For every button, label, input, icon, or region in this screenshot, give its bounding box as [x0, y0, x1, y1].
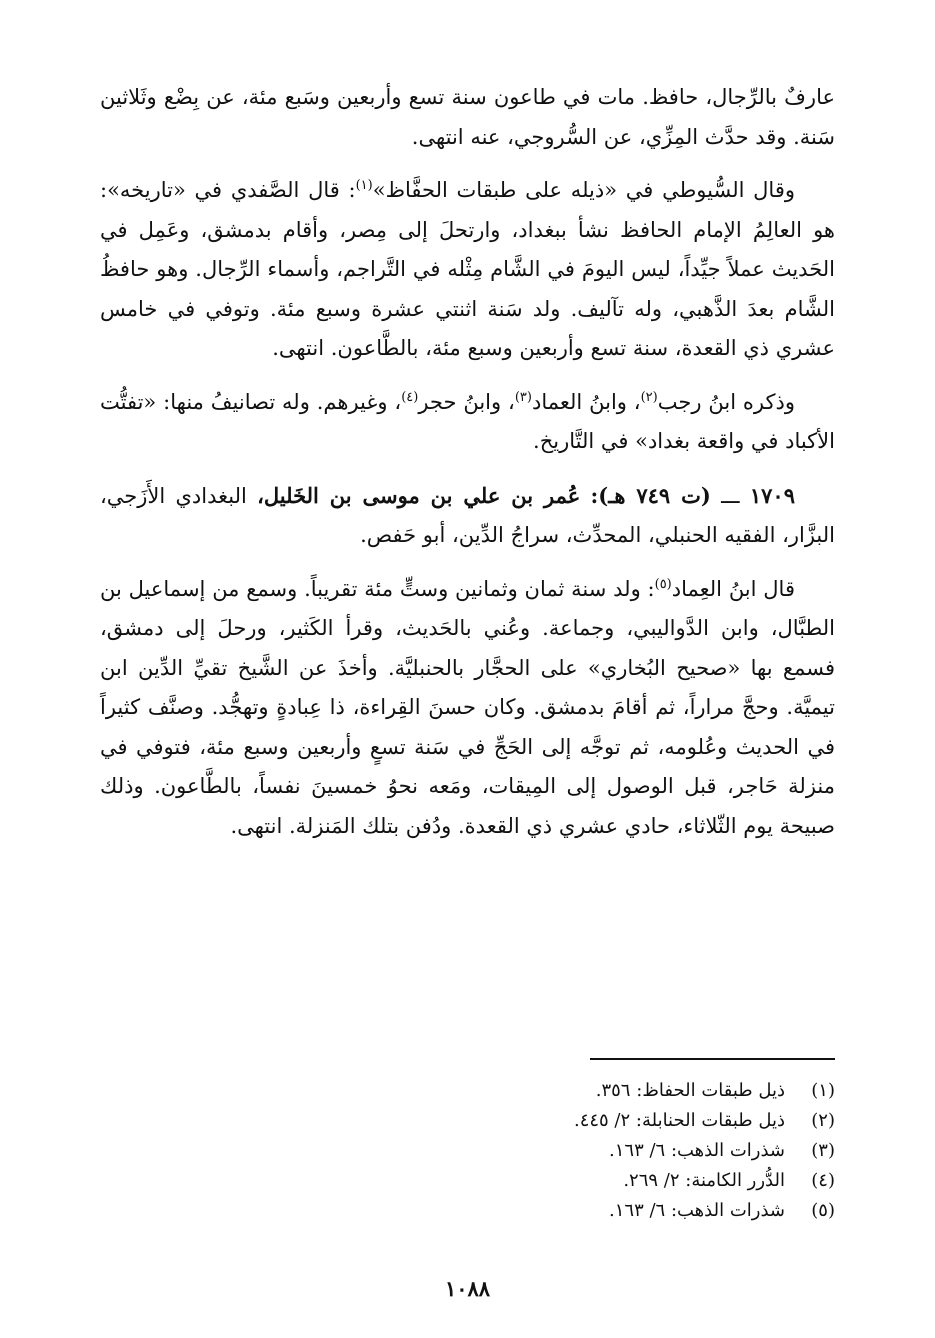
entry-name: عُمر بن علي بن موسى بن الخَليل، — [257, 482, 581, 508]
footnote-text: الدُّرر الكامنة: ٢/ ٢٦٩. — [623, 1170, 785, 1191]
paragraph-1-text: عارفٌ بالرِّجال، حافظ. مات في طاعون سنة تسع وأربعين وسَبع مئة، عن بِضْع وثَلاثين سَنة. وقد حدَّث المِزِّي، عن السُّروجي، عنه انتهى. — [100, 85, 835, 149]
footnote-text: ذيل طبقات الحفاظ: ٣٥٦. — [595, 1080, 785, 1101]
page-body — [100, 78, 835, 860]
footnote-divider — [590, 1058, 835, 1060]
footnote-ref-3: (٣) — [514, 389, 532, 405]
footnote-number: (٥) — [811, 1200, 835, 1221]
footnote-item — [335, 1196, 835, 1226]
paragraph-3-seg-4: ، وغيرهم. وله تصانيفُ منها: «تفتُّت الأكباد في واقعة بغداد» في التَّاريخ. — [100, 389, 835, 453]
footnote-item — [335, 1106, 835, 1136]
entry-death-date: (ت ٧٤٩ هـ): — [590, 482, 711, 508]
paragraph-3-seg-2: ، وابنُ العماد — [531, 389, 641, 414]
footnote-text: شذرات الذهب: ٦/ ١٦٣. — [609, 1200, 785, 1221]
footnote-number: (٤) — [811, 1170, 835, 1191]
paragraph-5 — [100, 570, 835, 847]
paragraph-5-text: قال ابنُ العِماد — [671, 576, 795, 601]
entry-description: البغدادي الأَزَجي، البزَّار، الفقيه الحنبلي، المحدِّث، سراجُ الدِّين، أبو حَفص. — [100, 483, 835, 547]
entry-heading: ١٧٠٩ ـــ (ت ٧٤٩ هـ): عُمر بن علي بن موسى بن الخَليل، البغدادي الأَزَجي، البزَّار، الفقيه الحنبلي، المحدِّث، سراجُ الدِّين، أبو حَفص. — [100, 482, 835, 547]
paragraph-3-seg-1: وذكره ابنُ رجب — [657, 389, 795, 414]
page-number: ١٠٨٨ — [444, 1276, 491, 1301]
paragraph-5-text-after: : ولد سنة ثمان وثمانين وستٍّ مئة تقريباً. وسمع من إسماعيل بن الطبَّال، وابن الدَّواليبي، وجماعة. وعُني بالحَديث، وقرأ الكَثير، ورحلَ إلى دمشق، فسمع بها «صحيح البُخاري» على الحجَّار بالحنبليَّة. وأخذَ عن الشَّيخ تقيِّ الدِّين ابن تيميَّة. وحجَّ مراراً، ثم أقامَ بدمشق. وكان حسنَ القِراءة، ذا عِبادةٍ وتهجُّد. وصنَّف كثيراً في الحديث وعُلومه، ثم توجَّه إلى الحَجِّ في سَنة تسعٍ وأربعين وسبع مئة، فتوفي في منزلة حَاجر، قبل الوصول إلى المِيقات، ومَعه نحوُ خمسينَ نفساً، بالطَّاعون. وذلك صبيحة يوم الثّلاثاء، حادي عشري ذي القعدة. ودُفن بتلك المَنزلة. انتهى. — [100, 576, 835, 838]
paragraph-3 — [100, 383, 835, 462]
footnote-ref-2: (٢) — [640, 389, 658, 405]
footnote-number: (١) — [811, 1080, 835, 1101]
footnote-item — [335, 1076, 835, 1106]
footnote-number: (٣) — [811, 1140, 835, 1161]
footnote-ref-4: (٤) — [401, 389, 419, 405]
paragraph-2-text-after: : قال الصَّفدي في «تاريخه»: هو العالِمُ الإمام الحافظ نشأ ببغداد، وارتحلَ إلى مِصر، وأقام بدمشق، وعَمِل في الحَديث عملاً جيِّداً، ليس اليومَ في الشَّام مِثْله في التَّراجم، وأسماء الرِّجال. وهو حافظُ الشَّام بعدَ الذَّهبي، وله تآليف. ولد سَنة اثنتي عشرة وسبع مئة. وتوفي في خامس عشري ذي القعدة، سنة تسع وأربعين وسبع مئة، بالطَّاعون. انتهى. — [100, 178, 835, 360]
footnotes-list — [335, 1076, 835, 1226]
paragraph-2 — [100, 171, 835, 369]
footnote-item — [335, 1166, 835, 1196]
paragraph-1 — [100, 78, 835, 157]
paragraph-2-text: وقال السُّيوطي في «ذيله على طبقات الحفَّاظ» — [372, 178, 795, 202]
footnote-text: شذرات الذهب: ٦/ ١٦٣. — [609, 1140, 785, 1161]
entry-number: ١٧٠٩ — [749, 482, 795, 508]
footnote-ref-1: (١) — [355, 178, 373, 193]
footnote-ref-5: (٥) — [654, 576, 672, 592]
footnote-text: ذيل طبقات الحنابلة: ٢/ ٤٤٥. — [573, 1110, 785, 1131]
footnote-item — [335, 1136, 835, 1166]
footnote-number: (٢) — [811, 1110, 835, 1131]
paragraph-3-seg-3: ، وابنُ حجر — [418, 389, 515, 414]
